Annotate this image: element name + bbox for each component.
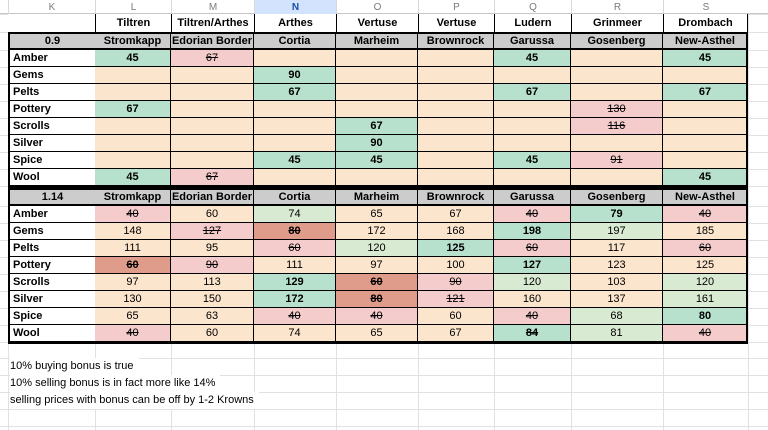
price-cell[interactable]: 97 [336, 257, 418, 274]
price-cell[interactable] [571, 135, 663, 152]
price-cell[interactable]: 40 [336, 308, 418, 325]
region-cell[interactable]: Arthes [254, 14, 336, 32]
price-cell[interactable] [663, 101, 748, 118]
price-cell[interactable]: 91 [571, 152, 663, 169]
price-cell[interactable]: 117 [571, 240, 663, 257]
price-cell[interactable]: 65 [95, 308, 171, 325]
price-cell[interactable]: 45 [494, 152, 571, 169]
table-ratio-cell[interactable]: 0.9 [10, 34, 97, 50]
price-cell[interactable] [418, 84, 494, 101]
price-cell[interactable]: 63 [171, 308, 254, 325]
good-label-cell[interactable]: Scrolls [10, 118, 97, 135]
price-cell[interactable]: 45 [95, 169, 171, 186]
column-header-S[interactable]: S [663, 0, 748, 14]
price-cell[interactable]: 97 [95, 274, 171, 291]
good-label-cell[interactable]: Spice [10, 152, 97, 169]
price-cell[interactable]: 125 [418, 240, 494, 257]
price-cell[interactable]: 60 [95, 257, 171, 274]
note-line[interactable]: 10% buying bonus is true [10, 358, 139, 375]
column-header-R[interactable]: R [571, 0, 663, 14]
column-header-O[interactable]: O [336, 0, 418, 14]
price-cell[interactable]: 45 [95, 50, 171, 67]
price-cell[interactable]: 67 [171, 50, 254, 67]
price-cell[interactable]: 113 [171, 274, 254, 291]
price-cell[interactable] [418, 118, 494, 135]
price-table-0.9 [8, 32, 748, 188]
price-cell[interactable] [95, 67, 171, 84]
city-header-cell[interactable]: Stromkapp [95, 190, 171, 206]
price-cell[interactable] [494, 169, 571, 186]
price-cell[interactable]: 95 [171, 240, 254, 257]
price-cell[interactable] [571, 84, 663, 101]
price-cell[interactable]: 60 [171, 206, 254, 223]
price-cell[interactable] [336, 169, 418, 186]
price-cell[interactable]: 80 [663, 308, 748, 325]
price-cell[interactable]: 111 [254, 257, 336, 274]
region-cell[interactable]: Vertuse [336, 14, 418, 32]
column-header-Q[interactable]: Q [494, 0, 571, 14]
price-cell[interactable] [171, 67, 254, 84]
price-cell[interactable] [663, 152, 748, 169]
price-cell[interactable]: 60 [663, 240, 748, 257]
price-cell[interactable]: 129 [254, 274, 336, 291]
price-cell[interactable]: 148 [95, 223, 171, 240]
price-cell[interactable] [494, 67, 571, 84]
price-cell[interactable]: 81 [571, 325, 663, 342]
price-cell[interactable]: 172 [336, 223, 418, 240]
price-cell[interactable]: 60 [418, 308, 494, 325]
price-cell[interactable] [254, 118, 336, 135]
price-cell[interactable] [571, 50, 663, 67]
price-cell[interactable]: 198 [494, 223, 571, 240]
price-cell[interactable] [336, 84, 418, 101]
price-cell[interactable] [418, 67, 494, 84]
price-cell[interactable]: 67 [494, 84, 571, 101]
price-cell[interactable]: 111 [95, 240, 171, 257]
price-cell[interactable] [171, 152, 254, 169]
price-cell[interactable] [336, 50, 418, 67]
column-header-K[interactable]: K [8, 0, 95, 14]
price-cell[interactable]: 130 [571, 101, 663, 118]
good-label-cell[interactable]: Pottery [10, 257, 97, 274]
note-line[interactable]: selling prices with bonus can be off by 1-2 Krowns [10, 392, 259, 409]
price-cell[interactable] [571, 67, 663, 84]
price-cell[interactable]: 90 [336, 135, 418, 152]
price-cell[interactable]: 67 [663, 84, 748, 101]
price-cell[interactable]: 60 [336, 274, 418, 291]
city-header-cell[interactable]: Edorian Border [171, 190, 254, 206]
price-cell[interactable]: 40 [95, 206, 171, 223]
gridline [748, 14, 749, 430]
good-label-cell[interactable]: Pottery [10, 101, 97, 118]
price-cell[interactable] [171, 84, 254, 101]
price-cell[interactable]: 67 [171, 169, 254, 186]
good-label-cell[interactable]: Spice [10, 308, 97, 325]
column-header-N[interactable]: N [254, 0, 336, 14]
good-label-cell[interactable]: Wool [10, 325, 97, 342]
city-header-cell[interactable]: Stromkapp [95, 34, 171, 50]
price-cell[interactable] [95, 135, 171, 152]
price-cell[interactable] [254, 50, 336, 67]
price-cell[interactable]: 168 [418, 223, 494, 240]
price-cell[interactable]: 160 [494, 291, 571, 308]
price-cell[interactable]: 130 [95, 291, 171, 308]
price-cell[interactable]: 79 [571, 206, 663, 223]
price-cell[interactable] [571, 169, 663, 186]
price-cell[interactable]: 100 [418, 257, 494, 274]
price-cell[interactable]: 121 [418, 291, 494, 308]
good-label-cell[interactable]: Silver [10, 291, 97, 308]
region-cell[interactable]: Tiltren/Arthes [171, 14, 254, 32]
price-cell[interactable]: 116 [571, 118, 663, 135]
price-cell[interactable]: 45 [663, 50, 748, 67]
good-label-cell[interactable]: Pelts [10, 240, 97, 257]
price-cell[interactable]: 65 [336, 325, 418, 342]
city-header-cell[interactable]: Brownrock [418, 190, 494, 206]
price-cell[interactable]: 127 [171, 223, 254, 240]
price-cell[interactable]: 137 [571, 291, 663, 308]
price-cell[interactable] [95, 118, 171, 135]
price-cell[interactable] [171, 101, 254, 118]
price-cell[interactable] [95, 152, 171, 169]
price-cell[interactable] [494, 135, 571, 152]
price-cell[interactable]: 67 [95, 101, 171, 118]
city-header-cell[interactable]: Gosenberg [571, 190, 663, 206]
table-ratio-cell[interactable]: 1.14 [10, 190, 97, 206]
city-header-cell[interactable]: Marheim [336, 190, 418, 206]
price-cell[interactable] [418, 152, 494, 169]
good-label-cell[interactable]: Silver [10, 135, 97, 152]
price-cell[interactable] [663, 67, 748, 84]
price-cell[interactable]: 67 [418, 325, 494, 342]
price-cell[interactable] [254, 169, 336, 186]
price-cell[interactable]: 161 [663, 291, 748, 308]
price-cell[interactable]: 90 [254, 67, 336, 84]
region-cell[interactable]: Tiltren [95, 14, 171, 32]
price-cell[interactable] [171, 118, 254, 135]
price-cell[interactable] [663, 135, 748, 152]
price-cell[interactable]: 150 [171, 291, 254, 308]
price-cell[interactable]: 197 [571, 223, 663, 240]
price-cell[interactable]: 45 [336, 152, 418, 169]
price-cell[interactable]: 84 [494, 325, 571, 342]
city-header-cell[interactable]: Garussa [494, 190, 571, 206]
price-cell[interactable]: 40 [494, 206, 571, 223]
price-cell[interactable]: 60 [254, 240, 336, 257]
region-cell[interactable]: Grinmeer [571, 14, 663, 32]
good-label-cell[interactable]: Amber [10, 206, 97, 223]
price-cell[interactable]: 74 [254, 325, 336, 342]
price-cell[interactable]: 90 [418, 274, 494, 291]
price-cell[interactable]: 90 [171, 257, 254, 274]
price-cell[interactable] [254, 135, 336, 152]
price-cell[interactable] [418, 169, 494, 186]
region-cell[interactable]: Ludern [494, 14, 571, 32]
column-header-P[interactable]: P [418, 0, 494, 14]
note-line[interactable]: 10% selling bonus is in fact more like 14% [10, 375, 220, 392]
price-cell[interactable]: 40 [254, 308, 336, 325]
price-cell[interactable]: 80 [336, 291, 418, 308]
price-cell[interactable]: 40 [663, 325, 748, 342]
price-cell[interactable]: 67 [254, 84, 336, 101]
price-cell[interactable]: 60 [171, 325, 254, 342]
price-cell[interactable]: 127 [494, 257, 571, 274]
price-cell[interactable]: 120 [663, 274, 748, 291]
price-cell[interactable] [171, 135, 254, 152]
city-header-cell[interactable]: Cortia [254, 34, 336, 50]
price-cell[interactable]: 120 [494, 274, 571, 291]
good-label-cell[interactable]: Amber [10, 50, 97, 67]
region-cell[interactable]: Vertuse [418, 14, 494, 32]
price-cell[interactable] [663, 118, 748, 135]
city-header-cell[interactable]: Cortia [254, 190, 336, 206]
price-cell[interactable]: 67 [418, 206, 494, 223]
price-cell[interactable]: 103 [571, 274, 663, 291]
price-cell[interactable]: 80 [254, 223, 336, 240]
city-header-cell[interactable]: Marheim [336, 34, 418, 50]
city-header-cell[interactable]: New-Asthel [663, 34, 748, 50]
price-cell[interactable]: 68 [571, 308, 663, 325]
price-cell[interactable]: 65 [336, 206, 418, 223]
price-cell[interactable]: 40 [663, 206, 748, 223]
price-cell[interactable]: 120 [336, 240, 418, 257]
price-cell[interactable] [418, 50, 494, 67]
region-cell[interactable]: Drombach [663, 14, 748, 32]
city-header-cell[interactable]: New-Asthel [663, 190, 748, 206]
price-cell[interactable] [494, 101, 571, 118]
good-label-cell[interactable]: Wool [10, 169, 97, 186]
good-label-cell[interactable]: Gems [10, 223, 97, 240]
price-cell[interactable] [418, 135, 494, 152]
price-cell[interactable]: 45 [254, 152, 336, 169]
price-cell[interactable]: 45 [663, 169, 748, 186]
city-header-cell[interactable]: Brownrock [418, 34, 494, 50]
price-cell[interactable]: 45 [494, 50, 571, 67]
city-header-cell[interactable]: Gosenberg [571, 34, 663, 50]
column-header-M[interactable]: M [171, 0, 254, 14]
good-label-cell[interactable]: Scrolls [10, 274, 97, 291]
price-cell[interactable] [95, 84, 171, 101]
price-cell[interactable]: 123 [571, 257, 663, 274]
city-header-cell[interactable]: Garussa [494, 34, 571, 50]
price-cell[interactable] [494, 118, 571, 135]
column-header-L[interactable]: L [95, 0, 171, 14]
price-cell[interactable] [336, 101, 418, 118]
price-cell[interactable] [254, 101, 336, 118]
gridline [0, 409, 768, 410]
good-label-cell[interactable]: Pelts [10, 84, 97, 101]
price-cell[interactable]: 172 [254, 291, 336, 308]
price-cell[interactable]: 125 [663, 257, 748, 274]
gridline [0, 426, 768, 427]
price-cell[interactable]: 67 [336, 118, 418, 135]
price-cell[interactable] [336, 67, 418, 84]
price-cell[interactable]: 40 [95, 325, 171, 342]
price-cell[interactable]: 74 [254, 206, 336, 223]
price-cell[interactable]: 60 [494, 240, 571, 257]
city-header-cell[interactable]: Edorian Border [171, 34, 254, 50]
price-cell[interactable]: 185 [663, 223, 748, 240]
good-label-cell[interactable]: Gems [10, 67, 97, 84]
price-cell[interactable] [418, 101, 494, 118]
price-cell[interactable]: 40 [494, 308, 571, 325]
region-cell-empty[interactable] [8, 14, 95, 32]
price-table-1.14 [8, 188, 748, 344]
